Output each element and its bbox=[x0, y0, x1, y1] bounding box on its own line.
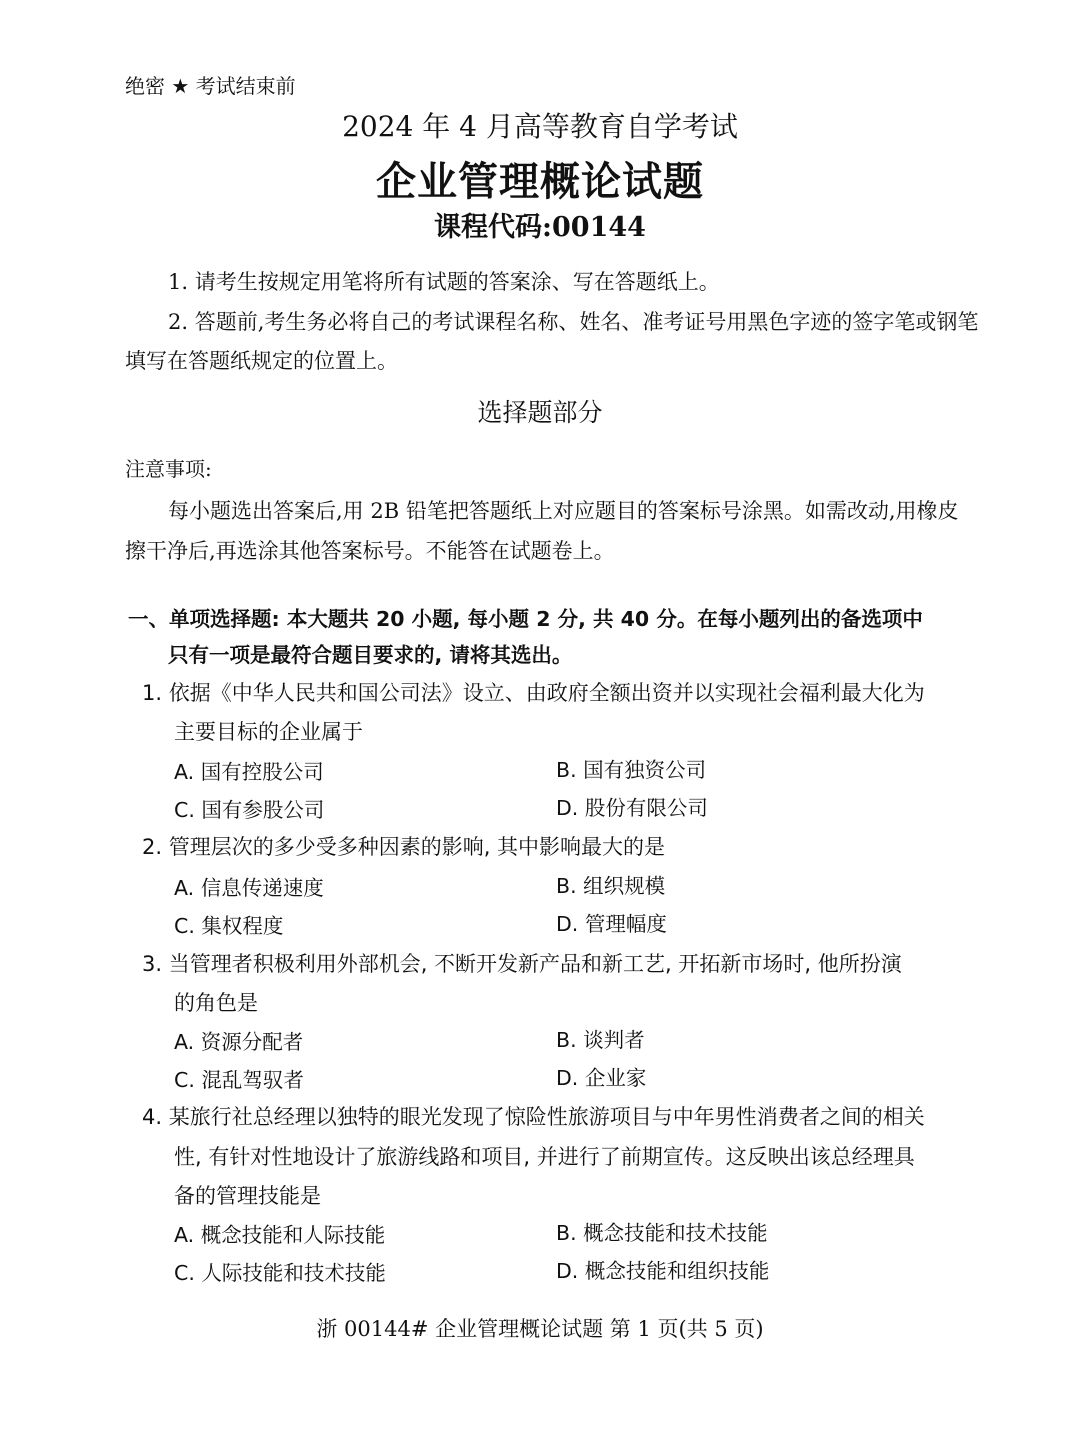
course-code: 课程代码:00144 bbox=[434, 212, 646, 243]
question-2-option-d: D. 管理幅度 bbox=[556, 912, 667, 936]
instruction-2-continued: 填写在答题纸规定的位置上。 bbox=[125, 349, 398, 373]
question-2-option-c: C. 集权程度 bbox=[174, 914, 284, 938]
section-title: 选择题部分 bbox=[477, 398, 603, 427]
question-3-option-c: C. 混乱驾驭者 bbox=[174, 1068, 304, 1092]
question-4-line-1: 4. 某旅行社总经理以独特的眼光发现了惊险性旅游项目与中年男性消费者之间的相关 bbox=[142, 1105, 925, 1129]
question-2-option-a: A. 信息传递速度 bbox=[174, 876, 324, 900]
question-4-option-a: A. 概念技能和人际技能 bbox=[174, 1223, 386, 1247]
question-1-line-2: 主要目标的企业属于 bbox=[174, 720, 363, 744]
question-3-option-d: D. 企业家 bbox=[556, 1066, 647, 1090]
question-4-line-2: 性, 有针对性地设计了旅游线路和项目, 并进行了前期宣传。这反映出该总经理具 bbox=[174, 1145, 915, 1169]
question-3-option-a: A. 资源分配者 bbox=[174, 1030, 304, 1054]
part-title-line-2: 只有一项是最符合题目要求的, 请将其选出。 bbox=[168, 643, 573, 667]
question-2-option-b: B. 组织规模 bbox=[556, 874, 666, 898]
question-4-option-b: B. 概念技能和技术技能 bbox=[556, 1221, 768, 1245]
exam-title: 2024 年 4 月高等教育自学考试 bbox=[342, 110, 738, 143]
notes-label: 注意事项: bbox=[125, 457, 212, 481]
secret-mark: 绝密 ★ 考试结束前 bbox=[125, 74, 296, 98]
question-1-option-c: C. 国有参股公司 bbox=[174, 798, 325, 822]
notes-line-1: 每小题选出答案后,用 2B 铅笔把答题纸上对应题目的答案标号涂黑。如需改动,用橡皮 bbox=[168, 499, 959, 523]
notes-line-2: 擦干净后,再选涂其他答案标号。不能答在试题卷上。 bbox=[125, 539, 615, 563]
question-4-option-d: D. 概念技能和组织技能 bbox=[556, 1259, 770, 1283]
part-title-line-1: 一、单项选择题: 本大题共 20 小题, 每小题 2 分, 共 40 分。在每小题列出的备选项中 bbox=[128, 607, 923, 631]
question-1-option-a: A. 国有控股公司 bbox=[174, 760, 324, 784]
question-2-line-1: 2. 管理层次的多少受多种因素的影响, 其中影响最大的是 bbox=[142, 835, 666, 859]
instruction-1: 1. 请考生按规定用笔将所有试题的答案涂、写在答题纸上。 bbox=[168, 270, 720, 294]
question-1-line-1: 1. 依据《中华人民共和国公司法》设立、由政府全额出资并以实现社会福利最大化为 bbox=[142, 681, 925, 705]
page-footer: 浙 00144# 企业管理概论试题 第 1 页(共 5 页) bbox=[316, 1317, 764, 1341]
question-3-line-2: 的角色是 bbox=[174, 991, 258, 1015]
question-4-line-3: 备的管理技能是 bbox=[174, 1184, 321, 1208]
question-1-option-d: D. 股份有限公司 bbox=[556, 796, 708, 820]
question-1-option-b: B. 国有独资公司 bbox=[556, 758, 707, 782]
question-3-option-b: B. 谈判者 bbox=[556, 1028, 645, 1052]
question-3-line-1: 3. 当管理者积极利用外部机会, 不断开发新产品和新工艺, 开拓新市场时, 他所扮演 bbox=[142, 952, 902, 976]
instruction-2: 2. 答题前,考生务必将自己的考试课程名称、姓名、准考证号用黑色字迹的签字笔或钢笔 bbox=[168, 310, 979, 334]
question-4-option-c: C. 人际技能和技术技能 bbox=[174, 1261, 386, 1285]
paper-title: 企业管理概论试题 bbox=[376, 159, 704, 205]
